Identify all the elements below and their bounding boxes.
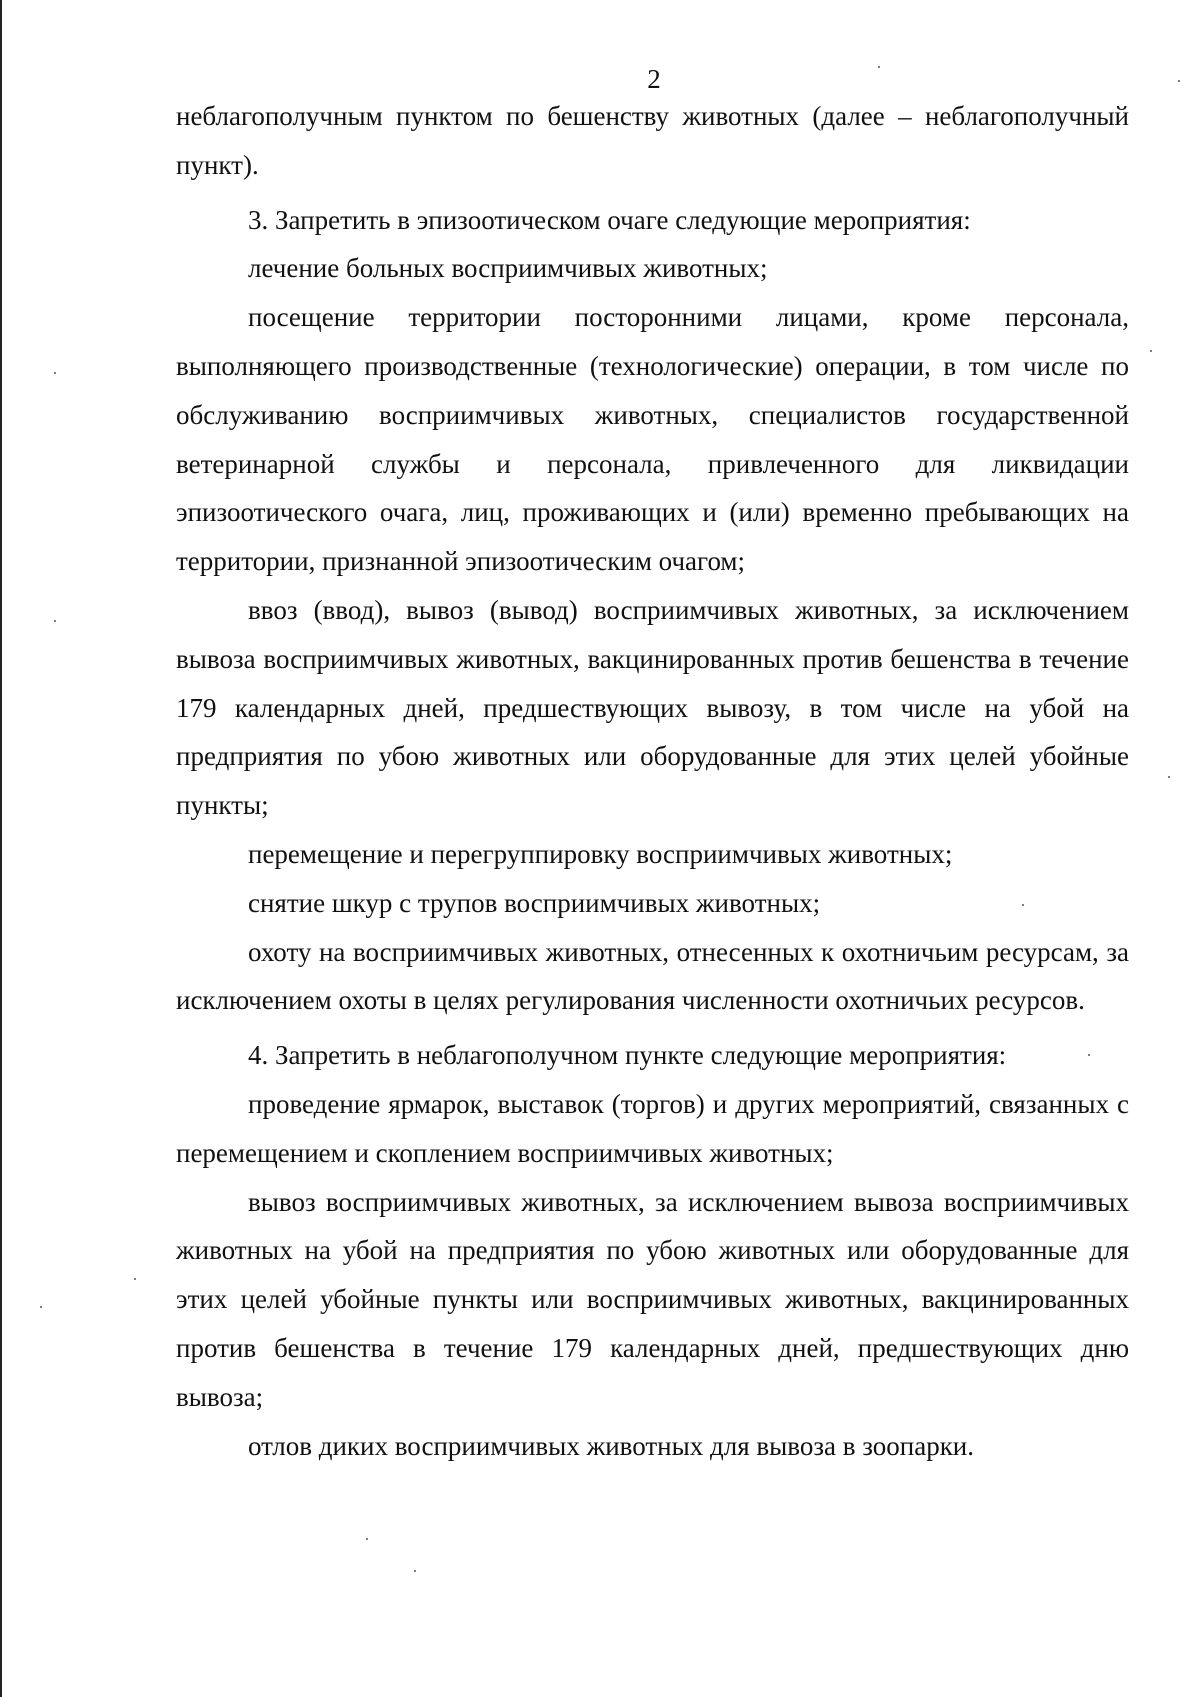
scan-speck	[1022, 904, 1024, 906]
paragraph-fairs: проведение ярмарок, выставок (торгов) и других мероприятий, связанных с перемещением и скоплением восприимчивых животных;	[176, 1088, 1129, 1168]
scan-speck	[1178, 80, 1180, 82]
page-number: 2	[647, 64, 661, 94]
paragraph-regrouping: перемещение и перегруппировку восприимчивых животных;	[248, 838, 953, 869]
scan-speck	[878, 66, 880, 68]
paragraph-skins: снятие шкур с трупов восприимчивых животных;	[248, 887, 821, 918]
paragraph-continuation: неблагополучным пунктом по бешенству животных (далее – неблагополучный пункт).	[176, 101, 1129, 180]
scan-speck	[366, 1538, 368, 1540]
paragraph-treatment: лечение больных восприимчивых животных;	[248, 253, 768, 284]
scan-speck	[1088, 1054, 1090, 1056]
scan-speck	[54, 620, 56, 622]
scan-speck	[40, 1306, 42, 1308]
paragraph-visits: посещение территории посторонними лицами, кроме персонала, выполняющего производственные (технологические) операции, в том числе по обслуживанию восприимчивых животных, специалистов государственной ветеринарной службы и персонала, привлеченного для ликвидации эпизоотического очага, лиц, проживающих и (или) временно пребывающих на территории, признанной эпизоотическим очагом;	[176, 302, 1129, 577]
paragraph-export: вывоз восприимчивых животных, за исключением вывоза восприимчивых животных на убой на предприятия по убою животных или оборудованные для этих целей убойные пункты или восприимчивых животных, вакцинированных против бешенства в течение 179 календарных дней, предшествующих дню вывоза;	[176, 1186, 1129, 1412]
scan-speck	[414, 1570, 416, 1572]
scan-left-edge	[0, 0, 2, 1697]
paragraph-import-export: ввоз (ввод), вывоз (вывод) восприимчивых животных, за исключением вывоза восприимчивых животных, вакцинированных против бешенства в течение 179 календарных дней, предшествующих вывозу, в том числе на убой на предприятия по убою животных или оборудованные для этих целей убойные пункты;	[176, 594, 1129, 821]
document-body	[176, 92, 1129, 1470]
scan-speck	[134, 1278, 136, 1280]
scan-speck	[1150, 350, 1152, 352]
paragraph-item-3: 3. Запретить в эпизоотическом очаге следующие мероприятия:	[248, 204, 971, 235]
scan-speck	[1168, 776, 1170, 778]
paragraph-hunting: охоту на восприимчивых животных, отнесенных к охотничьим ресурсам, за исключением охоты в целях регулирования численности охотничьих ресурсов.	[176, 936, 1129, 1016]
scan-speck	[54, 372, 56, 374]
paragraph-capture: отлов диких восприимчивых животных для вывоза в зоопарки.	[248, 1430, 975, 1461]
paragraph-item-4: 4. Запретить в неблагополучном пункте следующие мероприятия:	[248, 1040, 1007, 1071]
